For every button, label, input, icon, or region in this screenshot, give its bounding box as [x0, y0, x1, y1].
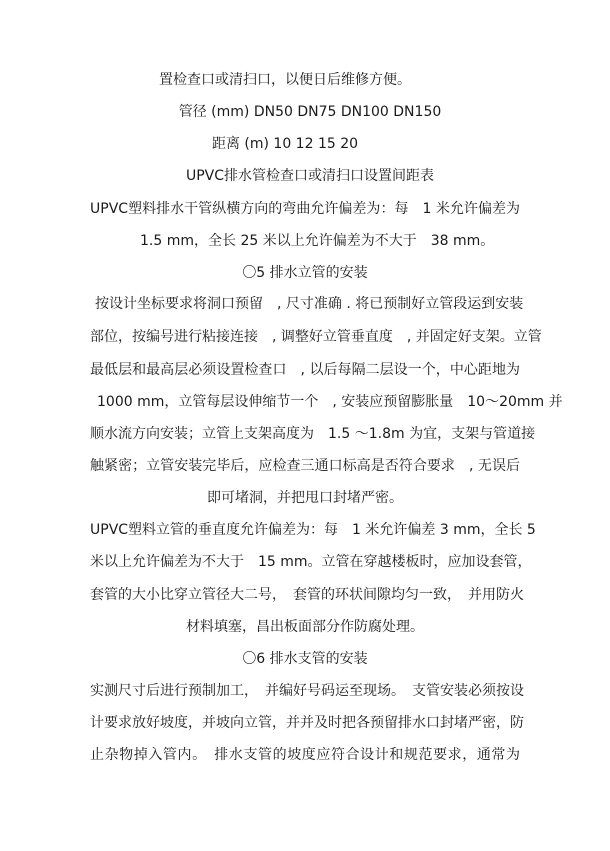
text-line-10: 最低层和最高层必须设置检查口 , 以后每隔二层设一个，中心距地为 — [90, 362, 520, 378]
text-line-22: 止杂物掉入管内。 排水支管的坡度应符合设计和规范要求，通常为 — [90, 747, 520, 763]
text-line-5: UPVC塑料排水干管纵横方向的弯曲允许偏差为：每 1 米允许偏差为 — [90, 201, 520, 217]
text-line-12: 顺水流方向安装；立管上支架高度为 1.5 ～1.8m 为宜，支架与管道接 — [90, 426, 536, 442]
pipe-diameter-row: 管径 (mm) DN50 DN75 DN100 DN150 — [178, 104, 442, 120]
text-line-18: 材料填塞，昌出板面部分作防腐处理。 — [186, 619, 424, 635]
section-heading-6: 〇6 排水支管的安装 — [242, 651, 368, 667]
text-line-6: 1.5 mm，全长 25 米以上允许偏差为不大于 38 mm。 — [140, 233, 495, 249]
section-heading-5: 〇5 排水立管的安装 — [242, 265, 368, 281]
text-line-9: 部位，按编号进行粘接连接 , 调整好立管垂直度 , 并固定好支架。立管 — [90, 329, 542, 345]
text-line-14: 即可堵洞，并把甩口封堵严密。 — [207, 490, 403, 506]
table-caption: UPVC排水管检查口或清扫口设置间距表 — [185, 168, 435, 184]
text-line-13: 触紧密；立管安装完毕后，应检查三通口标高是否符合要求 , 无误后 — [90, 458, 520, 474]
text-line-11: 1000 mm，立管每层设伸缩节一个 , 安装应预留膨胀量 10～20mm 并 — [97, 394, 563, 410]
text-line-17: 套管的大小比穿立管径大二号， 套管的环状间隙均匀一致， 并用防火 — [90, 587, 524, 603]
text-line-21: 计要求放好坡度，并坡向立管，并并及时把各预留排水口封堵严密，防 — [90, 715, 524, 731]
text-line-8: 按设计坐标要求将洞口预留 , 尺寸准确 . 将已预制好立管段运到安装 — [95, 296, 524, 312]
text-line-15: UPVC塑料立管的垂直度允许偏差为：每 1 米允许偏差 3 mm，全长 5 — [90, 522, 536, 538]
text-line-16: 米以上允许偏差为不大于 15 mm。立管在穿越楼板时，应加设套管， — [90, 554, 532, 570]
distance-row: 距离 (m) 10 12 15 20 — [211, 136, 359, 152]
text-line-20: 实测尺寸后进行预制加工， 并编好号码运至现场。 支管安装必须按设 — [90, 683, 524, 699]
text-line-1: 置检查口或清扫口，以便日后维修方便。 — [159, 72, 411, 88]
